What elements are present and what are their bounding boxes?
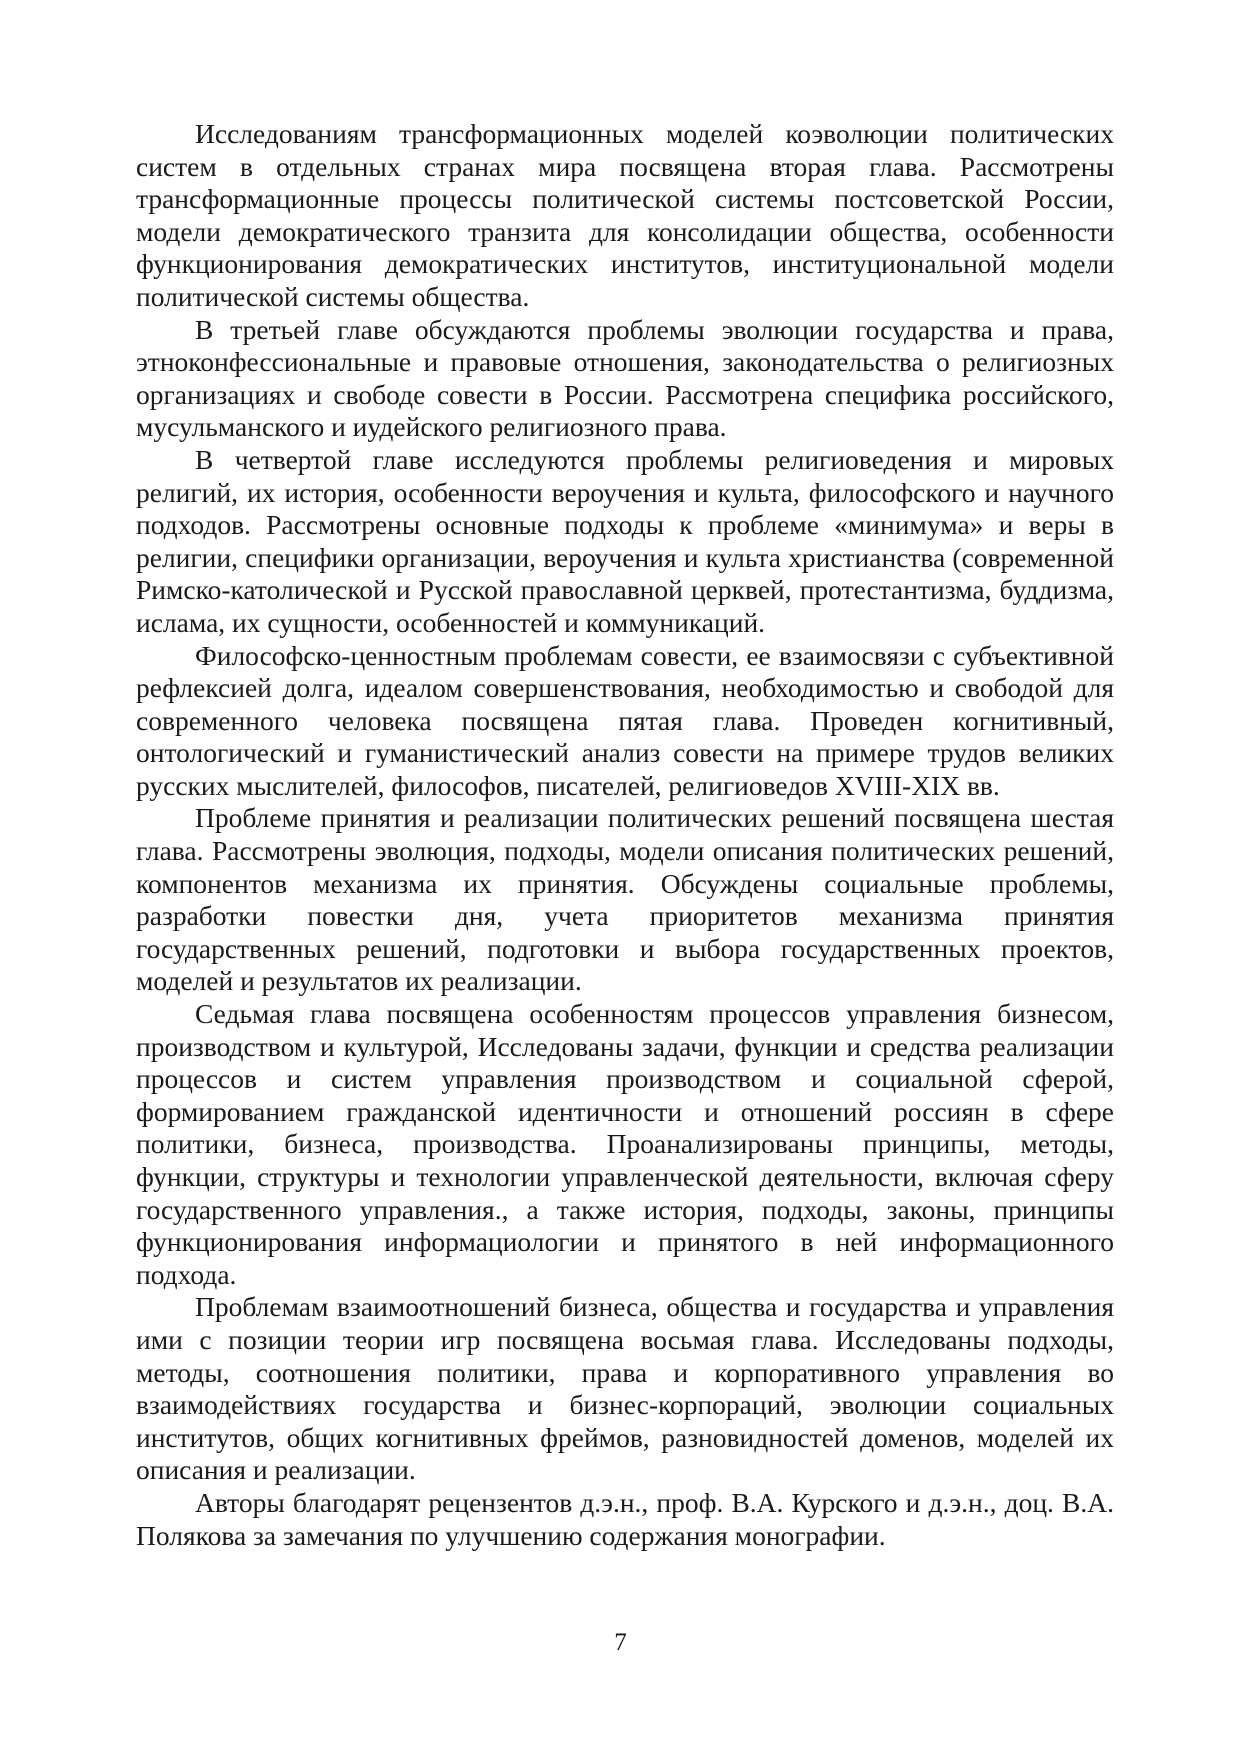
paragraph-fifth-chapter: Философско-ценностным проблемам совести, ее взаимосвязи с субъективной рефлексией долга, идеалом совершенствования, необходимостью и свободой для современного человека посвящена пятая глава. Проведен когнитивный, онтологический и гуманистический анализ совести на примере трудов великих русских мыслителей, философов, писателей, религиоведов XVIII-XIX вв. <box>136 639 1114 801</box>
page-number: 7 <box>614 1629 627 1656</box>
paragraph-second-chapter: Исследованиям трансформационных моделей коэволюции политических систем в отдельных странах мира посвящена вторая глава. Рассмотрены трансформационные процессы политической системы постсоветской России, модели демократического транзита для консолидации общества, особенности функционирования демократических институтов, институциональной модели политической системы общества. <box>136 118 1114 312</box>
paragraph-eighth-chapter: Проблемам взаимоотношений бизнеса, общества и государства и управления ими с позиции теории игр посвящена восьмая глава. Исследованы подходы, методы, соотношения политики, права и корпоративного управления во взаимодействиях государства и бизнес-корпораций, эволюции социальных институтов, общих когнитивных фреймов, разновидностей доменов, моделей их описания и реализации. <box>136 1291 1114 1486</box>
paragraph-seventh-chapter: Седьмая глава посвящена особенностям процессов управления бизнесом, производством и культурой, Исследованы задачи, функции и средства реализации процессов и систем управления производством и социальной сферой, формированием гражданской идентичности и отношений россиян в сфере политики, бизнеса, производства. Проанализированы принципы, методы, функции, структуры и технологии управленческой деятельности, включая сферу государственного управления., а также история, подходы, законы, принципы функционирования информациологии и принятого в ней информационного подхода. <box>136 998 1114 1290</box>
paragraph-acknowledgements: Авторы благодарят рецензентов д.э.н., проф. В.А. Курского и д.э.н., доц. В.А. Полякова за замечания по улучшению содержания монографии. <box>136 1486 1114 1551</box>
paragraph-third-chapter: В третьей главе обсуждаются проблемы эволюции государства и права, этноконфессиональные и правовые отношения, законодательства о религиозных организациях и свободе совести в России. Рассмотрена специфика российского, мусульманского и иудейского религиозного права. <box>136 313 1114 443</box>
paragraph-fourth-chapter: В четвертой главе исследуются проблемы религиоведения и мировых религий, их история, особенности вероучения и культа, философского и научного подходов. Рассмотрены основные подходы к проблеме «минимума» и веры в религии, специфики организации, вероучения и культа христианства (современной Римско-католической и Русской православной церквей, протестантизма, буддизма, ислама, их сущности, особенностей и коммуникаций. <box>136 443 1114 638</box>
paragraph-sixth-chapter: Проблеме принятия и реализации политических решений посвящена шестая глава. Рассмотрены эволюция, подходы, модели описания политических решений, компонентов механизма их принятия. Обсуждены социальные проблемы, разработки повестки дня, учета приоритетов механизма принятия государственных решений, подготовки и выбора государственных проектов, моделей и результатов их реализации. <box>136 802 1114 997</box>
body-text <box>136 118 1114 1552</box>
